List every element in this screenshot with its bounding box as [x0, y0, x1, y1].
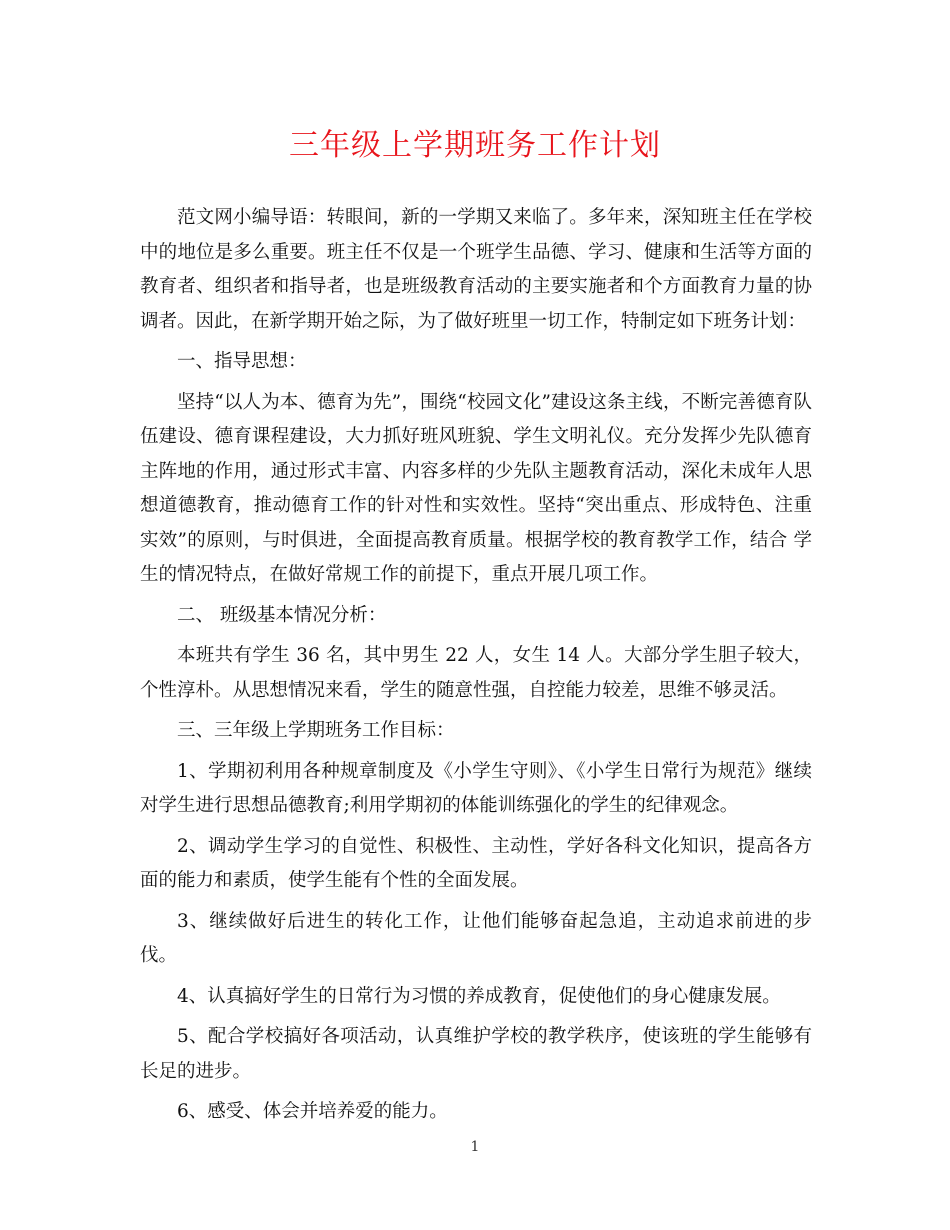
page-number: 1	[470, 1139, 480, 1155]
goal-item-2: 2、调动学生学习的自觉性、积极性、主动性，学好各科文化知识，提高各方面的能力和素质，使学生能有个性的全面发展。	[140, 835, 812, 891]
goal-item-6: 6、感受、体会并培养爱的能力。	[177, 1101, 448, 1122]
intro-paragraph: 范文网小编导语：转眼间，新的一学期又来临了。多年来，深知班主任在学校中的地位是多么重要。班主任不仅是一个班学生品德、学习、健康和生活等方面的教育者、组织者和指导者，也是班级教育活动的主要实施者和个方面教育力量的协调者。因此，在新学期开始之际，为了做好班里一切工作，特制定如下班务计划：	[140, 207, 812, 332]
class-analysis-paragraph: 本班共有学生 36 名，其中男生 22 人，女生 14 人。大部分学生胆子较大，个性淳朴。从思想情况来看，学生的随意性强，自控能力较差，思维不够灵活。	[140, 645, 812, 701]
section-heading-work-goals: 三、三年级上学期班务工作目标：	[177, 720, 455, 741]
goal-item-3: 3、继续做好后进生的转化工作，让他们能够奋起急追，主动追求前进的步伐。	[140, 910, 812, 966]
goal-item-4: 4、认真搞好学生的日常行为习惯的养成教育，促使他们的身心健康发展。	[177, 985, 781, 1007]
goal-item-5: 5、配合学校搞好各项活动，认真维护学校的教学秩序，使该班的学生能够有长足的进步。	[140, 1026, 812, 1082]
section-heading-guiding-ideology: 一、指导思想：	[177, 351, 307, 372]
document-title: 三年级上学期班务工作计划	[289, 128, 661, 163]
section-heading-class-analysis: 二、 班级基本情况分析：	[177, 604, 387, 626]
document-body	[140, 201, 812, 1130]
guiding-ideology-paragraph: 坚持“以人为本、德育为先”，围绕“校园文化”建设这条主线，不断完善德育队伍建设、德育课程建设，大力抓好班风班貌、学生文明礼仪。充分发挥少先队德育主阵地的作用，通过形式丰富、内容多样的少先队主题教育活动，深化未成年人思想道德教育，推动德育工作的针对性和实效性。坚持“突出重点、形成特色、注重实效”的原则，与时俱进，全面提高教育质量。根据学校的教育教学工作，结合 学生的情况特点，在做好常规工作的前提下，重点开展几项工作。	[140, 391, 812, 585]
goal-item-1: 1、学期初利用各种规章制度及《小学生守则》、《小学生日常行为规范》继续对学生进行思想品德教育;利用学期初的体能训练强化的学生的纪律观念。	[140, 760, 812, 816]
